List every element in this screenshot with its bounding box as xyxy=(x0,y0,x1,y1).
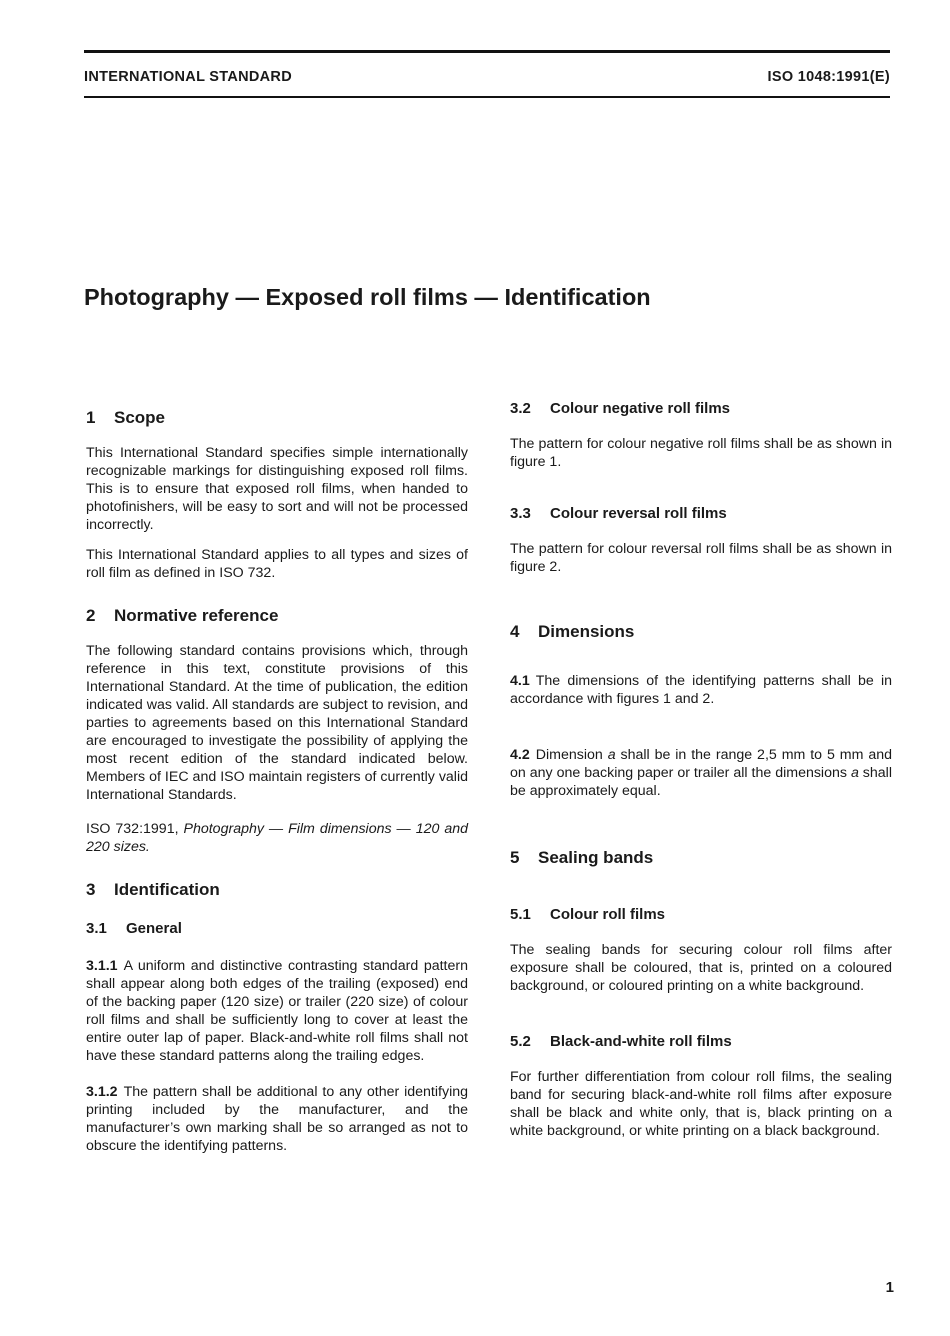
subsection-number: 3.3 xyxy=(510,505,531,522)
page-number: 1 xyxy=(885,1279,894,1296)
subsection-bw-roll-heading xyxy=(510,1033,892,1050)
normative-reference-entry xyxy=(86,820,468,856)
reference-title: Photography — Film dimensions — 120 and 220 sizes. xyxy=(86,821,469,855)
right-column xyxy=(510,400,892,1140)
subsection-colour-roll-heading xyxy=(510,906,892,923)
header-doc-type: INTERNATIONAL STANDARD xyxy=(84,69,292,85)
subsection-colour-negative-heading xyxy=(510,400,892,417)
subsection-title: Colour roll films xyxy=(550,906,666,923)
subsection-title: Black-and-white roll films xyxy=(550,1033,732,1050)
section-number: 5 xyxy=(510,848,520,867)
paragraph-number: 4.2 xyxy=(510,747,530,763)
section-sealing-heading xyxy=(510,848,892,868)
paragraph-text: Dimension xyxy=(535,747,603,763)
general-paragraph-1 xyxy=(86,957,468,1065)
subsection-number: 3.2 xyxy=(510,400,531,417)
section-identification-heading xyxy=(86,880,468,900)
colour-roll-paragraph: The sealing bands for securing colour roll films after exposure shall be coloured, that is, printed on a coloured background, or coloured printing on a white background. xyxy=(510,942,892,994)
section-number: 3 xyxy=(86,880,96,899)
paragraph-number: 3.1.1 xyxy=(86,958,118,974)
paragraph-number: 3.1.2 xyxy=(86,1084,118,1100)
variable-a: a xyxy=(850,765,859,781)
section-title: Identification xyxy=(114,880,220,899)
subsection-number: 3.1 xyxy=(86,920,107,937)
reference-code: ISO 732:1991, xyxy=(86,821,179,837)
section-number: 4 xyxy=(510,622,520,641)
bw-roll-paragraph: For further differentiation from colour roll films, the sealing band for securing black-and-white roll films after exposure shall be black and white only, that is, black printing on a white background, or white printing on a black background. xyxy=(510,1069,892,1139)
section-title: Normative reference xyxy=(114,606,279,625)
section-title: Dimensions xyxy=(538,622,635,641)
section-number: 1 xyxy=(86,408,96,427)
section-scope-heading xyxy=(86,408,468,428)
colour-negative-paragraph: The pattern for colour negative roll films shall be as shown in figure 1. xyxy=(510,436,892,470)
dimensions-paragraph-2 xyxy=(510,746,892,800)
general-paragraph-2 xyxy=(86,1083,468,1155)
section-normative-heading xyxy=(86,606,468,626)
document-title: Photography — Exposed roll films — Identification xyxy=(84,284,651,310)
subsection-number: 5.2 xyxy=(510,1033,531,1050)
section-title: Scope xyxy=(114,408,166,427)
paragraph-text: The dimensions of the identifying patterns shall be in accordance with figures 1 and 2. xyxy=(510,673,892,707)
header-doc-number: ISO 1048:1991(E) xyxy=(767,69,890,85)
normative-paragraph: The following standard contains provisions which, through reference in this text, constitute provisions of this International Standard. At the time of publication, the edition indicated was valid. All standards are subject to revision, and parties to agreements based on this International Standard are encouraged to investigate the possibility of applying the most recent edition of the standard indicated below. Members of IEC and ISO maintain registers of currently valid International Standards. xyxy=(86,643,468,803)
header-top-rule xyxy=(84,50,890,53)
header-bottom-rule xyxy=(84,96,890,98)
subsection-general-heading xyxy=(86,920,468,937)
subsection-title: Colour negative roll films xyxy=(550,400,731,417)
subsection-number: 5.1 xyxy=(510,906,531,923)
section-title: Sealing bands xyxy=(538,848,654,867)
subsection-title: Colour reversal roll films xyxy=(550,505,727,522)
paragraph-text: The pattern shall be additional to any other identifying printing included by the manufacturer, and the manufacturer’s own marking shall be so arranged as not to obscure the identifying patterns. xyxy=(86,1084,468,1154)
section-number: 2 xyxy=(86,606,96,625)
scope-paragraph-1: This International Standard specifies simple internationally recognizable markings for distinguishing exposed roll films. This is to ensure that exposed roll films, when handed to photofinishers, will be easy to sort and will not be processed incorrectly. xyxy=(86,445,468,533)
dimensions-paragraph-1 xyxy=(510,672,892,708)
colour-reversal-paragraph: The pattern for colour reversal roll films shall be as shown in figure 2. xyxy=(510,541,892,575)
left-column xyxy=(86,408,468,1155)
variable-a: a xyxy=(607,747,616,763)
section-dimensions-heading xyxy=(510,622,892,642)
scope-paragraph-2: This International Standard applies to all types and sizes of roll film as defined in ISO 732. xyxy=(86,547,468,581)
subsection-title: General xyxy=(126,920,182,937)
paragraph-text: shall be in the range 2,5 mm to 5 mm and on any one backing paper or trailer all the dimensions xyxy=(510,747,892,781)
paragraph-number: 4.1 xyxy=(510,673,530,689)
paragraph-text: shall be approximately equal. xyxy=(510,765,892,799)
paragraph-text: A uniform and distinctive contrasting standard pattern shall appear along both edges of the trailing (exposed) end of the backing paper (120 size) or trailer (220 size) of colour roll films and shall be sufficiently long to cover at least the entire outer lap of paper. Black-and-white roll films shall not have these standard patterns along the trailing edges. xyxy=(86,958,468,1064)
subsection-colour-reversal-heading xyxy=(510,505,892,522)
